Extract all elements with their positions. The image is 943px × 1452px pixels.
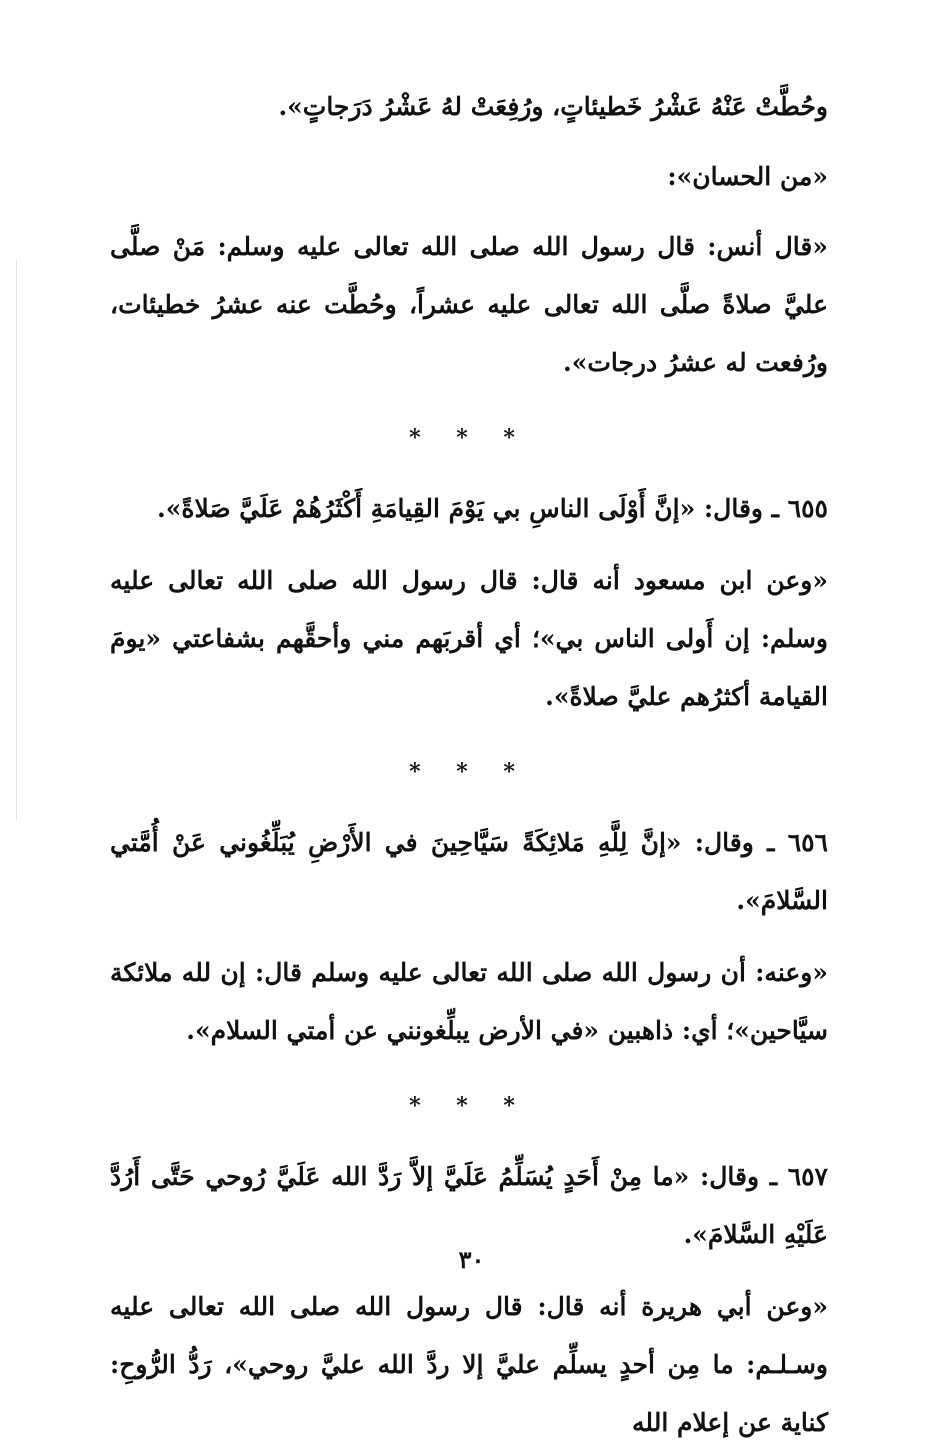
commentary-657: «وعن أبي هريرة أنه قال: قال رسول الله صلى الله تعالى عليه وسـلـم: ما مِن أحدٍ يسلِّم عليَّ إلا ردَّ الله عليَّ روحي»، رَدُّ الرُّوحِ: كناية عن إعلام الله [110,1292,828,1437]
section-separator: * * * [409,425,529,451]
commentary-656: «وعنه: أن رسول الله صلى الله تعالى عليه وسلم قال: إن لله ملائكة سيَّاحين»؛ أي: ذاهبين «في الأرض يبلِّغونني عن أمتي السلام». [110,958,828,1045]
section-separator: * * * [409,759,529,785]
paragraph-anas-commentary: «قال أنس: قال رسول الله صلى الله تعالى عليه وسلم: مَنْ صلَّى عليَّ صلاةً صلَّى الله تعالى عليه عشراً، وحُطَّت عنه عشرُ خطيئات، ورُفعت له عشرُ درجات». [110,232,828,377]
page-number: ٣٠ [458,1245,485,1274]
section-separator: * * * [409,1093,529,1119]
scan-edge-line [16,260,17,820]
section-heading-hisan: «من الحسان»: [667,162,828,191]
hadith-655: ٦٥٥ ـ وقال: «إنَّ أَوْلَى الناسِ بي يَوْمَ القِيامَةِ أَكْثَرُهُمْ عَلَيَّ صَلاةً». [157,494,828,523]
paragraph-continuation: وحُطَّتْ عَنْهُ عَشْرُ خَطيئاتٍ، ورُفِعَتْ لهُ عَشْرُ دَرَجاتٍ». [278,92,828,121]
hadith-656: ٦٥٦ ـ وقال: «إنَّ لِلَّهِ مَلائِكَةً سَيَّاحِينَ في الأَرْضِ يُبَلِّغُوني عَنْ أُمَّتي السَّلامَ». [110,828,828,915]
hadith-657: ٦٥٧ ـ وقال: «ما مِنْ أَحَدٍ يُسَلِّمُ عَلَيَّ إلاَّ رَدَّ الله عَلَيَّ رُوحي حَتَّى أَرُدَّ عَلَيْهِ السَّلامَ». [110,1162,828,1249]
commentary-655: «وعن ابن مسعود أنه قال: قال رسول الله صلى الله تعالى عليه وسلم: إن أَولى الناس بي»؛ أي أقربَهم مني وأحقَّهم بشفاعتي «يومَ القيامة أكثرُهم عليَّ صلاةً». [110,566,828,711]
